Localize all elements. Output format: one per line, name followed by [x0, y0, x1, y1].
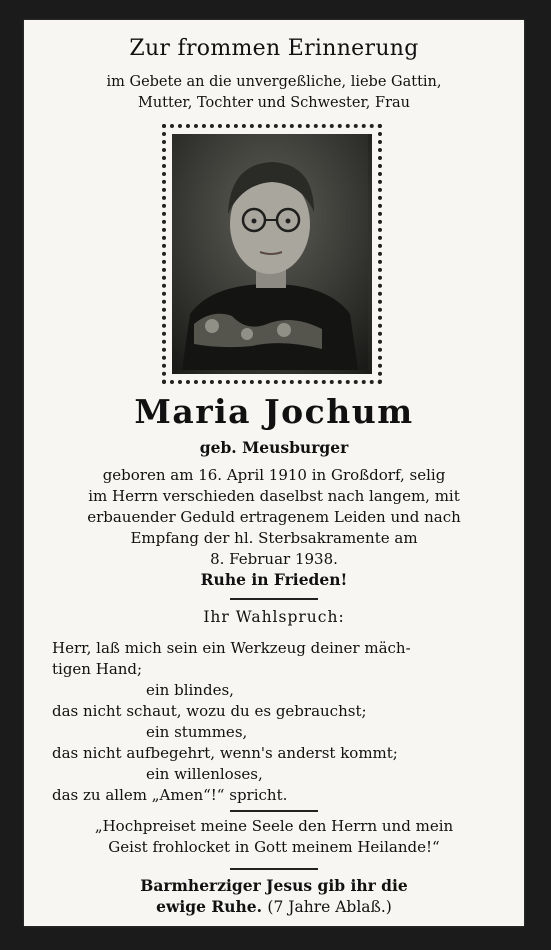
motto-line-5: ein stummes,: [146, 723, 248, 741]
portrait-frame: [162, 124, 382, 384]
motto-line-4: das nicht schaut, wozu du es gebrauchst;: [52, 702, 367, 720]
scripture-quote: [24, 816, 524, 858]
quote-line-1: „Hochpreiset meine Seele den Herrn und mein: [94, 817, 454, 835]
motto-line-6: das nicht aufbegehrt, wenn's anderst kommt;: [52, 744, 398, 762]
motto-title: Ihr Wahlspruch:: [203, 608, 345, 626]
memorial-card: [24, 20, 524, 926]
motto-line-1: Herr, laß mich sein ein Werkzeug deiner mäch-: [52, 639, 411, 657]
prayer-line-1: Barmherziger Jesus gib ihr die: [140, 876, 408, 895]
motto-line-8: das zu allem „Amen“!“ spricht.: [52, 786, 288, 804]
bio-line-1: geboren am 16. April 1910 in Großdorf, selig: [102, 466, 446, 484]
bio-line-4: Empfang der hl. Sterbsakramente am: [130, 529, 418, 547]
prayer-line-2: ewige Ruhe.: [156, 897, 263, 916]
divider-2: [230, 810, 318, 812]
motto-line-3: ein blindes,: [146, 681, 234, 699]
birth-name: geb. Meusburger: [199, 438, 349, 457]
bio-line-5: 8. Februar 1938.: [210, 550, 338, 568]
portrait-photo: [172, 134, 372, 374]
dedication-line-1: im Gebete an die unvergeßliche, liebe Gattin,: [106, 74, 442, 90]
dedication-line-2: Mutter, Tochter und Schwester, Frau: [138, 95, 410, 111]
portrait-image: [172, 134, 368, 370]
card-title: Zur frommen Erinnerung: [129, 36, 419, 61]
prayer-line-2-wrap: [24, 896, 524, 918]
divider-1: [230, 598, 318, 600]
motto-line-2: tigen Hand;: [52, 660, 143, 678]
closing-prayer: [24, 875, 524, 918]
motto-line-7: ein willenloses,: [146, 765, 263, 783]
deceased-name: Maria Jochum: [134, 392, 414, 431]
divider-3: [230, 868, 318, 870]
biography: [52, 465, 496, 570]
indulgence-note: (7 Jahre Ablaß.): [267, 898, 392, 916]
motto-text: [52, 638, 496, 806]
dedication: [24, 72, 524, 114]
bio-line-2: im Herrn verschieden daselbst nach langem, mit: [88, 487, 460, 505]
quote-line-2: Geist frohlocket in Gott meinem Heilande!“: [108, 838, 440, 856]
rest-in-peace: Ruhe in Frieden!: [200, 570, 348, 589]
bio-line-3: erbauender Geduld ertragenem Leiden und nach: [87, 508, 461, 526]
